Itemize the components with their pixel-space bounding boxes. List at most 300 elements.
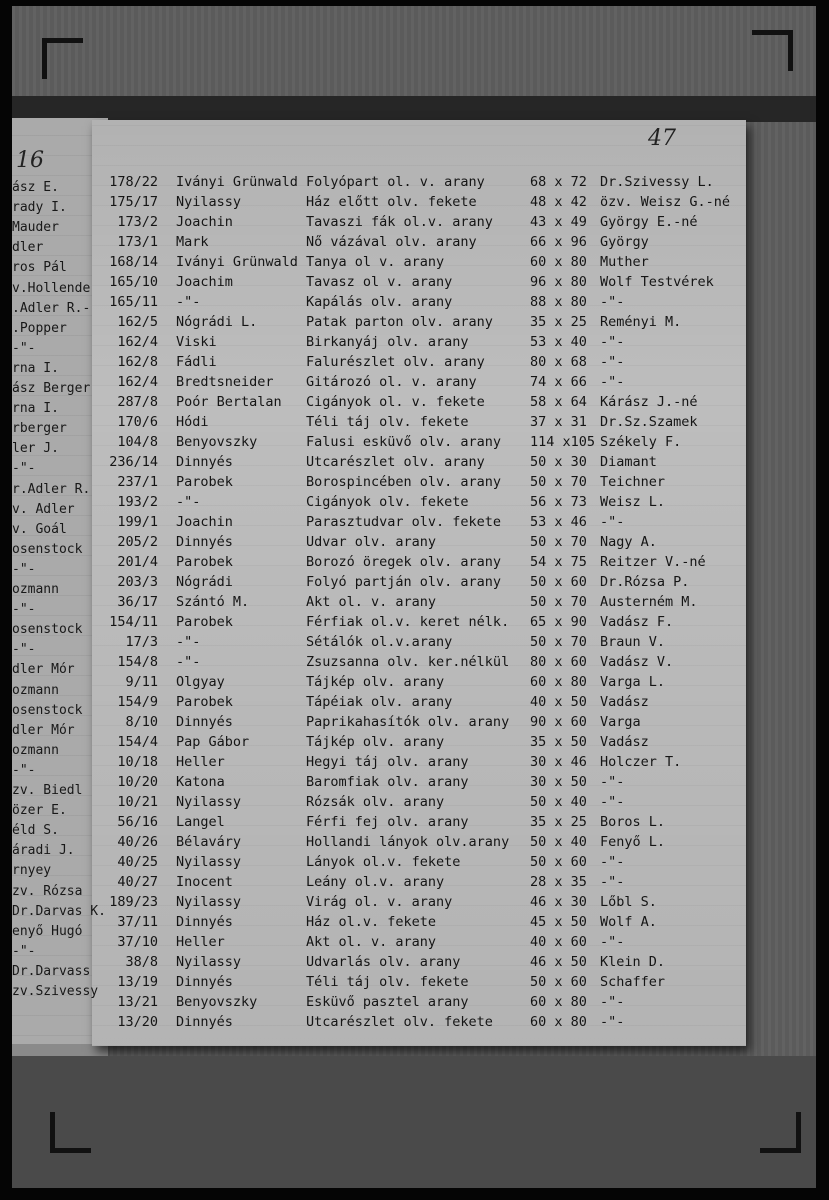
artwork-size: 30 x 46 xyxy=(530,754,587,770)
left-page-name: ozmann xyxy=(12,742,59,758)
artist-name: Inocent xyxy=(176,874,233,890)
artwork-title: Patak parton olv. arany xyxy=(306,314,493,330)
inventory-number: 40/25 xyxy=(117,854,158,870)
owner-name: -"- xyxy=(600,514,625,530)
left-page-name: ozmann xyxy=(12,582,59,597)
owner-name: Fenyő L. xyxy=(600,834,666,850)
inventory-row xyxy=(0,452,829,472)
left-page-name: enyő Hugó xyxy=(12,923,83,939)
owner-name: György xyxy=(600,234,649,250)
artwork-title: Rózsák olv. arany xyxy=(306,794,445,810)
inventory-row xyxy=(0,832,829,852)
left-page-name: dler xyxy=(12,240,44,256)
inventory-row xyxy=(0,1012,829,1032)
artwork-size: 37 x 31 xyxy=(530,414,587,430)
artist-name: Dinnyés xyxy=(176,914,233,930)
artwork-size: 50 x 70 xyxy=(530,534,587,550)
left-page-name: r.Adler R. xyxy=(12,481,91,497)
artwork-title: Tavasz ol v. arany xyxy=(306,274,453,290)
artist-name: Katona xyxy=(176,774,225,790)
inventory-number: 56/16 xyxy=(117,814,158,830)
left-page-name: osenstock xyxy=(12,702,83,718)
artwork-size: 50 x 70 xyxy=(530,594,587,610)
artwork-title: Virág ol. v. arany xyxy=(306,894,453,910)
inventory-number: 10/20 xyxy=(117,774,158,790)
artwork-size: 50 x 40 xyxy=(530,834,587,850)
artwork-size: 54 x 75 xyxy=(530,554,587,570)
left-page-name: ász E. xyxy=(12,180,59,195)
left-page-name: rna I. xyxy=(12,360,59,376)
artwork-size: 50 x 60 xyxy=(530,974,587,990)
inventory-row xyxy=(0,712,829,732)
left-page-name: -"- xyxy=(12,561,36,577)
inventory-row xyxy=(0,852,829,872)
inventory-row xyxy=(0,672,829,692)
left-page-name: zv. Biedl xyxy=(12,783,83,798)
inventory-row xyxy=(0,572,829,592)
artwork-size: 60 x 80 xyxy=(530,674,587,690)
left-page-name: osenstock xyxy=(12,541,83,557)
inventory-number: 236/14 xyxy=(109,454,158,470)
artist-name: Iványi Grünwald xyxy=(176,254,298,270)
inventory-number: 165/11 xyxy=(109,294,158,310)
owner-name: Reményi M. xyxy=(600,314,682,330)
owner-name: Vadász V. xyxy=(600,654,674,670)
artwork-size: 53 x 40 xyxy=(530,334,587,350)
artwork-size: 40 x 60 xyxy=(530,934,587,950)
owner-name: Diamant xyxy=(600,454,657,470)
inventory-number: 162/5 xyxy=(117,314,158,330)
owner-name: -"- xyxy=(600,874,625,890)
artwork-size: 80 x 60 xyxy=(530,654,587,670)
artist-name: Fádli xyxy=(176,354,217,370)
artwork-title: Paprikahasítók olv. arany xyxy=(306,714,510,730)
inventory-number: 162/4 xyxy=(117,334,158,350)
artwork-size: 50 x 30 xyxy=(530,454,587,470)
owner-name: Wolf A. xyxy=(600,914,657,930)
inventory-number: 10/18 xyxy=(117,754,158,770)
inventory-number: 40/27 xyxy=(117,874,158,890)
artist-name: Nógrádi xyxy=(176,574,233,590)
shadow-band xyxy=(12,96,816,122)
inventory-row xyxy=(0,952,829,972)
owner-name: Weisz L. xyxy=(600,494,666,510)
artist-name: Joachin xyxy=(176,214,233,230)
left-page-name: ler J. xyxy=(12,441,59,457)
left-page-name: rberger xyxy=(12,421,67,437)
artwork-size: 88 x 80 xyxy=(530,294,587,310)
artwork-size: 68 x 72 xyxy=(530,174,587,190)
inventory-row xyxy=(0,992,829,1012)
inventory-number: 178/22 xyxy=(109,174,158,190)
artwork-title: Cigányok olv. fekete xyxy=(306,494,469,510)
inventory-row xyxy=(0,392,829,412)
artist-name: Nyilassy xyxy=(176,194,242,210)
artist-name: -"- xyxy=(176,294,201,310)
left-page-name: Mauder xyxy=(12,220,59,236)
artwork-size: 74 x 66 xyxy=(530,374,587,390)
artwork-size: 35 x 50 xyxy=(530,734,587,750)
artwork-title: Lányok ol.v. fekete xyxy=(306,854,461,870)
inventory-row xyxy=(0,332,829,352)
artist-name: Heller xyxy=(176,934,225,950)
left-page-name: rna I. xyxy=(12,401,59,417)
inventory-number: 287/8 xyxy=(117,394,158,410)
artwork-title: Nő vázával olv. arany xyxy=(306,234,477,250)
owner-name: Varga L. xyxy=(600,674,666,690)
inventory-number: 37/11 xyxy=(117,914,158,930)
artwork-title: Téli táj olv. fekete xyxy=(306,414,469,430)
artwork-title: Folyó partján olv. arany xyxy=(306,574,502,590)
artwork-size: 28 x 35 xyxy=(530,874,587,890)
inventory-row xyxy=(0,352,829,372)
inventory-row xyxy=(0,512,829,532)
inventory-row xyxy=(0,292,829,312)
left-page-name: rnyey xyxy=(12,863,52,879)
owner-name: Székely F. xyxy=(600,434,682,450)
artwork-title: Kapálás olv. arany xyxy=(306,294,453,310)
left-page-name: -"- xyxy=(12,461,36,477)
page-number-right: 47 xyxy=(648,126,676,151)
inventory-number: 193/2 xyxy=(117,494,158,510)
inventory-row xyxy=(0,552,829,572)
inventory-number: 154/8 xyxy=(117,654,158,670)
owner-name: Lőbl S. xyxy=(600,894,657,910)
artwork-title: Udvar olv. arany xyxy=(306,534,437,550)
inventory-number: 154/9 xyxy=(117,694,158,710)
artwork-title: Akt ol. v. arany xyxy=(306,594,437,610)
left-page-name: -"- xyxy=(12,943,36,959)
artwork-size: 65 x 90 xyxy=(530,614,587,630)
artist-name: Benyovszky xyxy=(176,434,258,450)
inventory-row xyxy=(0,172,829,192)
artwork-size: 46 x 30 xyxy=(530,894,587,910)
owner-name: -"- xyxy=(600,374,625,390)
artist-name: Parobek xyxy=(176,614,233,630)
inventory-row xyxy=(0,232,829,252)
inventory-number: 199/1 xyxy=(117,514,158,530)
artist-name: Parobek xyxy=(176,474,233,490)
artwork-size: 90 x 60 xyxy=(530,714,587,730)
inventory-row xyxy=(0,792,829,812)
artist-name: Benyovszky xyxy=(176,994,258,1010)
left-page-name: .Adler R.- xyxy=(12,300,91,316)
left-page-name: rady I. xyxy=(12,200,67,216)
artwork-title: Hollandi lányok olv.arany xyxy=(306,834,510,850)
owner-name: -"- xyxy=(600,794,625,810)
inventory-row xyxy=(0,732,829,752)
left-page-name: zv.Szivessy xyxy=(12,984,99,999)
owner-name: -"- xyxy=(600,294,625,310)
inventory-row xyxy=(0,612,829,632)
artwork-title: Falurészlet olv. arany xyxy=(306,354,485,370)
artwork-title: Utcarészlet olv. arany xyxy=(306,454,485,470)
inventory-row xyxy=(0,312,829,332)
inventory-number: 10/21 xyxy=(117,794,158,810)
left-page-name: -"- xyxy=(12,340,36,356)
inventory-number: 175/17 xyxy=(109,194,158,210)
artist-name: Dinnyés xyxy=(176,714,233,730)
artwork-size: 60 x 80 xyxy=(530,994,587,1010)
owner-name: Vadász xyxy=(600,694,649,710)
inventory-number: 170/6 xyxy=(117,414,158,430)
inventory-number: 162/4 xyxy=(117,374,158,390)
inventory-row xyxy=(0,212,829,232)
artist-name: Joachin xyxy=(176,514,233,530)
artwork-title: Borozó öregek olv. arany xyxy=(306,554,502,570)
inventory-number: 162/8 xyxy=(117,354,158,370)
artwork-size: 35 x 25 xyxy=(530,814,587,830)
left-page-name: -"- xyxy=(12,642,36,658)
inventory-number: 173/1 xyxy=(117,234,158,250)
owner-name: -"- xyxy=(600,774,625,790)
artwork-size: 58 x 64 xyxy=(530,394,587,410)
inventory-number: 104/8 xyxy=(117,434,158,450)
inventory-row xyxy=(0,632,829,652)
owner-name: Varga xyxy=(600,714,641,730)
left-page-name: ros Pál xyxy=(12,260,67,276)
left-page-name: -"- xyxy=(12,762,36,778)
owner-name: -"- xyxy=(600,994,625,1010)
artwork-title: Baromfiak olv. arany xyxy=(306,774,469,790)
artist-name: Olgyay xyxy=(176,674,225,690)
artwork-title: Ház ol.v. fekete xyxy=(306,914,437,930)
artwork-title: Zsuzsanna olv. ker.nélkül xyxy=(306,654,510,670)
bottom-background xyxy=(12,1056,816,1188)
artist-name: Nyilassy xyxy=(176,854,242,870)
inventory-number: 40/26 xyxy=(117,834,158,850)
artwork-title: Leány ol.v. arany xyxy=(306,874,445,890)
inventory-row xyxy=(0,412,829,432)
owner-name: Kárász J.-né xyxy=(600,394,698,410)
inventory-number: 173/2 xyxy=(117,214,158,230)
left-page-name: Dr.Darvass xyxy=(12,963,91,979)
owner-name: -"- xyxy=(600,1014,625,1030)
artwork-size: 56 x 73 xyxy=(530,494,587,510)
artwork-size: 45 x 50 xyxy=(530,914,587,930)
artwork-size: 50 x 40 xyxy=(530,794,587,810)
artist-name: -"- xyxy=(176,634,201,650)
artwork-title: Birkanyáj olv. arany xyxy=(306,334,469,350)
artwork-title: Tájkép olv. arany xyxy=(306,674,445,690)
artwork-title: Parasztudvar olv. fekete xyxy=(306,514,502,530)
artwork-size: 50 x 60 xyxy=(530,854,587,870)
artwork-size: 96 x 80 xyxy=(530,274,587,290)
artwork-title: Utcarészlet olv. fekete xyxy=(306,1014,493,1030)
artist-name: Parobek xyxy=(176,554,233,570)
artist-name: Pap Gábor xyxy=(176,734,250,750)
artwork-size: 60 x 80 xyxy=(530,254,587,270)
artist-name: Dinnyés xyxy=(176,534,233,550)
artwork-title: Sétálók ol.v.arany xyxy=(306,634,453,650)
inventory-row xyxy=(0,912,829,932)
inventory-row xyxy=(0,192,829,212)
inventory-row xyxy=(0,972,829,992)
artist-name: Joachim xyxy=(176,274,233,290)
artwork-title: Téli táj olv. fekete xyxy=(306,974,469,990)
inventory-row xyxy=(0,772,829,792)
artist-name: Nyilassy xyxy=(176,954,242,970)
owner-name: Nagy A. xyxy=(600,534,657,550)
artwork-title: Férfi fej olv. arany xyxy=(306,814,469,830)
inventory-row xyxy=(0,812,829,832)
corner-mark-top-left xyxy=(42,38,83,79)
owner-name: Dr.Szivessy L. xyxy=(600,174,714,190)
owner-name: Vadász F. xyxy=(600,614,674,630)
owner-name: -"- xyxy=(600,354,625,370)
corner-mark-bottom-left xyxy=(50,1112,91,1153)
artwork-title: Cigányok ol. v. fekete xyxy=(306,394,485,410)
inventory-number: 37/10 xyxy=(117,934,158,950)
artwork-title: Hegyi táj olv. arany xyxy=(306,754,469,770)
artwork-size: 30 x 50 xyxy=(530,774,587,790)
owner-name: Reitzer V.-né xyxy=(600,554,706,570)
inventory-number: 38/8 xyxy=(125,954,158,970)
artist-name: Dinnyés xyxy=(176,454,233,470)
left-page-name: özer E. xyxy=(12,803,67,819)
owner-name: Teichner xyxy=(600,474,666,490)
inventory-row xyxy=(0,532,829,552)
inventory-number: 13/19 xyxy=(117,974,158,990)
artwork-size: 50 x 60 xyxy=(530,574,587,590)
owner-name: -"- xyxy=(600,334,625,350)
artwork-size: 35 x 25 xyxy=(530,314,587,330)
artist-name: Iványi Grünwald xyxy=(176,174,298,190)
inventory-row xyxy=(0,932,829,952)
owner-name: Dr.Rózsa P. xyxy=(600,574,690,590)
artist-name: Bélaváry xyxy=(176,834,242,850)
owner-name: Wolf Testvérek xyxy=(600,274,714,290)
artwork-size: 114 x105 xyxy=(530,434,596,450)
artist-name: Heller xyxy=(176,754,225,770)
artwork-size: 50 x 70 xyxy=(530,474,587,490)
inventory-number: 201/4 xyxy=(117,554,158,570)
inventory-row xyxy=(0,272,829,292)
artwork-title: Udvarlás olv. arany xyxy=(306,954,461,970)
artist-name: Mark xyxy=(176,234,209,250)
artist-name: Langel xyxy=(176,814,225,830)
inventory-row xyxy=(0,472,829,492)
inventory-number: 8/10 xyxy=(125,714,158,730)
inventory-number: 168/14 xyxy=(109,254,158,270)
page-number-left: 16 xyxy=(16,148,44,173)
artwork-title: Akt ol. v. arany xyxy=(306,934,437,950)
artist-name: Szántó M. xyxy=(176,594,250,610)
owner-name: Schaffer xyxy=(600,974,666,990)
artist-name: Nyilassy xyxy=(176,794,242,810)
inventory-number: 165/10 xyxy=(109,274,158,290)
artwork-size: 48 x 42 xyxy=(530,194,587,210)
artist-name: Nógrádi L. xyxy=(176,314,258,330)
artwork-size: 66 x 96 xyxy=(530,234,587,250)
owner-name: Muther xyxy=(600,254,649,270)
inventory-row xyxy=(0,892,829,912)
owner-name: Braun V. xyxy=(600,634,666,650)
inventory-row xyxy=(0,752,829,772)
inventory-number: 13/21 xyxy=(117,994,158,1010)
inventory-row xyxy=(0,652,829,672)
left-page-name: ász Berger xyxy=(12,381,91,396)
inventory-row xyxy=(0,692,829,712)
owner-name: Vadász xyxy=(600,734,649,750)
inventory-number: 189/23 xyxy=(109,894,158,910)
inventory-number: 36/17 xyxy=(117,594,158,610)
left-page-name: .Popper xyxy=(12,320,67,336)
artwork-title: Ház előtt olv. fekete xyxy=(306,194,477,210)
owner-name: Holczer T. xyxy=(600,754,682,770)
inventory-row xyxy=(0,872,829,892)
left-page-name: -"- xyxy=(12,602,36,618)
corner-mark-top-right xyxy=(752,30,793,71)
owner-name: Klein D. xyxy=(600,954,666,970)
left-page-name: éld S. xyxy=(12,823,59,839)
owner-name: -"- xyxy=(600,934,625,950)
owner-name: György E.-né xyxy=(600,214,698,230)
artwork-title: Borospincében olv. arany xyxy=(306,474,502,490)
inventory-row xyxy=(0,372,829,392)
inventory-number: 203/3 xyxy=(117,574,158,590)
artwork-title: Tavaszi fák ol.v. arany xyxy=(306,214,493,230)
inventory-row xyxy=(0,492,829,512)
artwork-title: Tápéiak olv. arany xyxy=(306,694,453,710)
artwork-size: 46 x 50 xyxy=(530,954,587,970)
left-page-name: v. Goál xyxy=(12,521,67,537)
left-page-name: ozmann xyxy=(12,682,59,698)
left-page-name: Dr.Darvas K. xyxy=(12,903,106,919)
inventory-row xyxy=(0,432,829,452)
owner-name: -"- xyxy=(600,854,625,870)
inventory-row xyxy=(0,592,829,612)
inventory-number: 154/4 xyxy=(117,734,158,750)
artist-name: Parobek xyxy=(176,694,233,710)
left-page-name: áradi J. xyxy=(12,843,75,859)
artist-name: Bredtsneider xyxy=(176,374,274,390)
artist-name: -"- xyxy=(176,654,201,670)
left-page-name: v.Hollende xyxy=(12,280,91,296)
owner-name: Boros L. xyxy=(600,814,666,830)
artist-name: Dinnyés xyxy=(176,974,233,990)
artist-name: Nyilassy xyxy=(176,894,242,910)
artwork-size: 40 x 50 xyxy=(530,694,587,710)
artist-name: Dinnyés xyxy=(176,1014,233,1030)
left-page-name: zv. Rózsa xyxy=(12,883,83,899)
artwork-title: Falusi esküvő olv. arany xyxy=(306,434,502,450)
inventory-number: 205/2 xyxy=(117,534,158,550)
inventory-number: 13/20 xyxy=(117,1014,158,1030)
artist-name: Poór Bertalan xyxy=(176,394,282,410)
artwork-title: Esküvő pasztel arany xyxy=(306,994,469,1010)
artwork-size: 60 x 80 xyxy=(530,1014,587,1030)
left-page-name: v. Adler xyxy=(12,501,75,517)
artwork-size: 80 x 68 xyxy=(530,354,587,370)
left-page-name: osenstock xyxy=(12,622,83,638)
owner-name: özv. Weisz G.-né xyxy=(600,194,731,210)
artist-name: -"- xyxy=(176,494,201,510)
artwork-size: 50 x 70 xyxy=(530,634,587,650)
artist-name: Hódi xyxy=(176,414,209,430)
inventory-row xyxy=(0,252,829,272)
corner-mark-bottom-right xyxy=(760,1112,801,1153)
owner-name: Austerném M. xyxy=(600,594,698,610)
artwork-title: Tanya ol v. arany xyxy=(306,254,445,270)
left-page-name: dler Mór xyxy=(12,662,75,678)
artwork-size: 53 x 46 xyxy=(530,514,587,530)
artwork-title: Gitározó ol. v. arany xyxy=(306,374,477,390)
inventory-number: 9/11 xyxy=(125,674,158,690)
artwork-size: 43 x 49 xyxy=(530,214,587,230)
artwork-title: Tájkép olv. arany xyxy=(306,734,445,750)
owner-name: Dr.Sz.Szamek xyxy=(600,414,698,430)
